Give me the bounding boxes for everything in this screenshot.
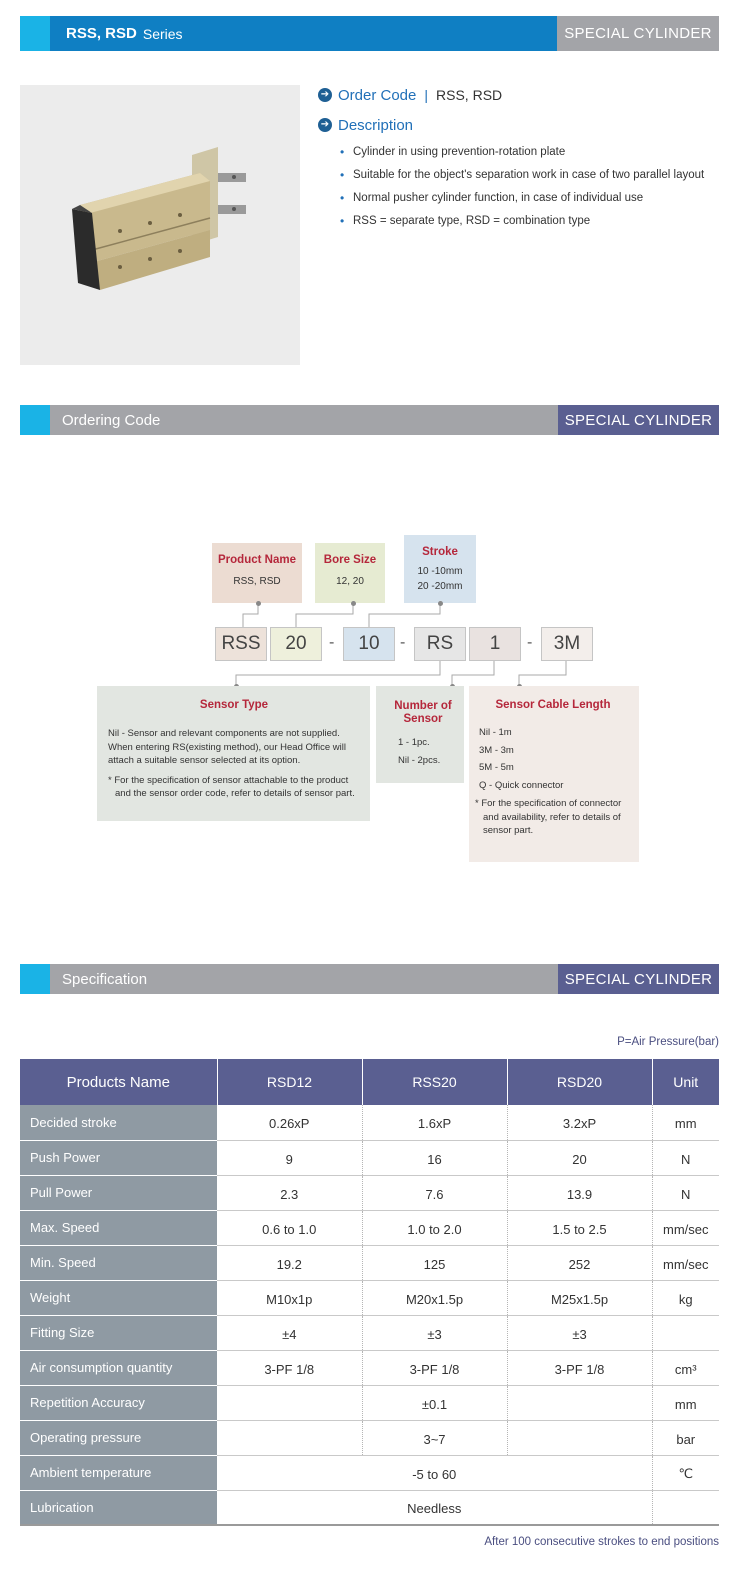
unit-cell: ℃ <box>652 1455 719 1490</box>
box-title-line: Number of <box>394 700 452 712</box>
table-cell: 125 <box>362 1245 507 1280</box>
unit-cell <box>652 1315 719 1350</box>
order-code-label: Order Code <box>338 86 417 104</box>
unit-cell: mm/sec <box>652 1210 719 1245</box>
table-row <box>20 1315 719 1350</box>
table-row <box>20 1455 719 1490</box>
table-row <box>20 1105 719 1140</box>
table-cell: ±3 <box>362 1315 507 1350</box>
table-row <box>20 1245 719 1280</box>
table-cell: 1.5 to 2.5 <box>507 1210 652 1245</box>
cable-note: and availability, refer to details of <box>483 811 621 823</box>
table-row <box>20 1140 719 1175</box>
section-title: Ordering Code <box>50 405 558 435</box>
table-cell: 9 <box>217 1140 362 1175</box>
code-dash: - <box>400 634 406 651</box>
box-title <box>390 700 456 726</box>
table-cell: 13.9 <box>507 1175 652 1210</box>
cable-note: sensor part. <box>483 825 534 836</box>
sensor-count-option: Nil - 2pcs. <box>398 754 441 766</box>
table-cell: M25x1.5p <box>507 1280 652 1315</box>
sensor-type-note: * For the specification of sensor attachable to the product <box>108 774 349 786</box>
category-tag: SPECIAL CYLINDER <box>557 16 719 51</box>
cable-option: Nil - 1m <box>479 727 512 738</box>
column-header: RSD20 <box>507 1059 652 1105</box>
row-label: Max. Speed <box>20 1210 217 1245</box>
code-part-product: RSS <box>215 627 267 661</box>
pressure-note: P=Air Pressure(bar) <box>617 1036 719 1048</box>
sensor-cable-length-box <box>469 686 639 862</box>
table-row <box>20 1210 719 1245</box>
sensor-type-line: Nil - Sensor and relevant components are not supplied. <box>108 728 340 739</box>
box-title: Bore Size <box>323 554 377 566</box>
table-row <box>20 1175 719 1210</box>
section-accent <box>20 964 50 994</box>
cable-option: Q - Quick connector <box>479 779 564 791</box>
box-title: Sensor Cable Length <box>495 699 611 711</box>
cable-note: * For the specification of connector <box>475 798 622 809</box>
code-dash: - <box>329 634 335 651</box>
table-cell: ±4 <box>217 1315 362 1350</box>
row-label: Ambient temperature <box>20 1455 217 1490</box>
row-label: Repetition Accuracy <box>20 1385 217 1420</box>
specification-table <box>20 1059 719 1526</box>
sensor-type-note: and the sensor order code, refer to details of sensor part. <box>115 788 355 799</box>
connector-dot <box>351 601 356 606</box>
list-item: • RSS = separate type, RSD = combination type <box>340 214 718 229</box>
list-item: • Cylinder in using prevention-rotation plate <box>340 145 718 160</box>
table-cell: 7.6 <box>362 1175 507 1210</box>
table-row <box>20 1280 719 1315</box>
box-title: Product Name <box>218 554 296 566</box>
cable-option: 3M - 3m <box>479 744 514 756</box>
row-label: Pull Power <box>20 1175 217 1210</box>
cable-option: 5M - 5m <box>479 762 514 773</box>
row-label: Decided stroke <box>20 1105 217 1140</box>
section-title: Specification <box>50 964 558 994</box>
unit-cell: kg <box>652 1280 719 1315</box>
code-part-stroke: 10 <box>343 627 395 661</box>
unit-cell: mm/sec <box>652 1245 719 1280</box>
column-header: Products Name <box>20 1059 217 1105</box>
footnote: After 100 consecutive strokes to end positions <box>484 1536 719 1548</box>
row-label: Fitting Size <box>20 1315 217 1350</box>
row-label: Lubrication <box>20 1490 217 1525</box>
box-title-line: Sensor <box>403 713 443 725</box>
row-label: Weight <box>20 1280 217 1315</box>
table-row <box>20 1490 719 1525</box>
sensor-type-box <box>97 686 370 821</box>
connector-dot <box>256 601 261 606</box>
table-row <box>20 1350 719 1385</box>
table-cell: 2.3 <box>217 1175 362 1210</box>
unit-cell: mm <box>652 1385 719 1420</box>
column-header: RSD12 <box>217 1059 362 1105</box>
order-code-separator: | <box>424 87 429 103</box>
column-header: Unit <box>652 1059 719 1105</box>
table-cell: 16 <box>362 1140 507 1175</box>
box-value: RSS, RSD <box>233 576 281 587</box>
table-cell: 3-PF 1/8 <box>362 1350 507 1385</box>
code-part-sensor-type: RS <box>414 627 466 661</box>
table-cell: -5 to 60 <box>217 1455 652 1490</box>
table-cell: 20 <box>507 1140 652 1175</box>
code-part-sensor-count: 1 <box>469 627 521 661</box>
table-cell: 3-PF 1/8 <box>217 1350 362 1385</box>
unit-cell: mm <box>652 1105 719 1140</box>
table-cell <box>217 1385 362 1420</box>
category-tag: SPECIAL CYLINDER <box>558 405 719 435</box>
table-cell: 3.2xP <box>507 1105 652 1140</box>
row-label: Air consumption quantity <box>20 1350 217 1385</box>
sensor-type-line: attach a suitable sensor selected at its option. <box>108 755 301 766</box>
table-cell <box>507 1420 652 1455</box>
sensor-type-line: When entering RS(existing method), our Head Office will <box>108 741 346 753</box>
unit-cell <box>652 1490 719 1525</box>
table-cell: 19.2 <box>217 1245 362 1280</box>
table-row <box>20 1385 719 1420</box>
stroke-option: 10 -10mm <box>417 566 463 577</box>
list-item: • Suitable for the object's separation work in case of two parallel layout <box>340 168 718 183</box>
column-header: RSS20 <box>362 1059 507 1105</box>
arrow-right-circle-icon: ➔ <box>318 88 332 102</box>
order-code-value: RSS, RSD <box>436 87 503 103</box>
table-cell: 3~7 <box>362 1420 507 1455</box>
table-cell <box>217 1420 362 1455</box>
connector-dot <box>438 601 443 606</box>
list-item: • Normal pusher cylinder function, in case of individual use <box>340 191 718 206</box>
table-cell: 1.6xP <box>362 1105 507 1140</box>
code-dash: - <box>527 634 533 651</box>
table-cell: Needless <box>217 1490 652 1525</box>
category-tag: SPECIAL CYLINDER <box>558 964 719 994</box>
box-title: Sensor Type <box>199 699 269 711</box>
row-label: Min. Speed <box>20 1245 217 1280</box>
table-cell: ±0.1 <box>362 1385 507 1420</box>
table-cell <box>507 1385 652 1420</box>
series-name: RSS, RSD <box>66 25 137 42</box>
row-label: Operating pressure <box>20 1420 217 1455</box>
unit-cell: bar <box>652 1420 719 1455</box>
table-cell: 3-PF 1/8 <box>507 1350 652 1385</box>
table-cell: 252 <box>507 1245 652 1280</box>
box-value: 12, 20 <box>336 576 364 587</box>
row-label: Push Power <box>20 1140 217 1175</box>
table-cell: M20x1.5p <box>362 1280 507 1315</box>
code-part-cable: 3M <box>541 627 593 661</box>
unit-cell: N <box>652 1175 719 1210</box>
code-part-bore: 20 <box>270 627 322 661</box>
table-cell: 0.26xP <box>217 1105 362 1140</box>
number-of-sensor-box <box>376 686 464 783</box>
table-cell: 1.0 to 2.0 <box>362 1210 507 1245</box>
series-word: Series <box>142 25 183 42</box>
box-title: Stroke <box>422 546 458 558</box>
table-header-row <box>20 1059 719 1105</box>
connector-lines <box>0 0 740 700</box>
unit-cell: N <box>652 1140 719 1175</box>
arrow-right-circle-icon: ➔ <box>318 118 332 132</box>
specification-header <box>20 964 719 994</box>
unit-cell: cm³ <box>652 1350 719 1385</box>
stroke-option: 20 -20mm <box>417 581 463 592</box>
table-row <box>20 1420 719 1455</box>
table-cell: 0.6 to 1.0 <box>217 1210 362 1245</box>
sensor-count-option: 1 - 1pc. <box>398 737 430 748</box>
table-cell: M10x1p <box>217 1280 362 1315</box>
table-cell: ±3 <box>507 1315 652 1350</box>
description-label: Description <box>338 116 414 134</box>
